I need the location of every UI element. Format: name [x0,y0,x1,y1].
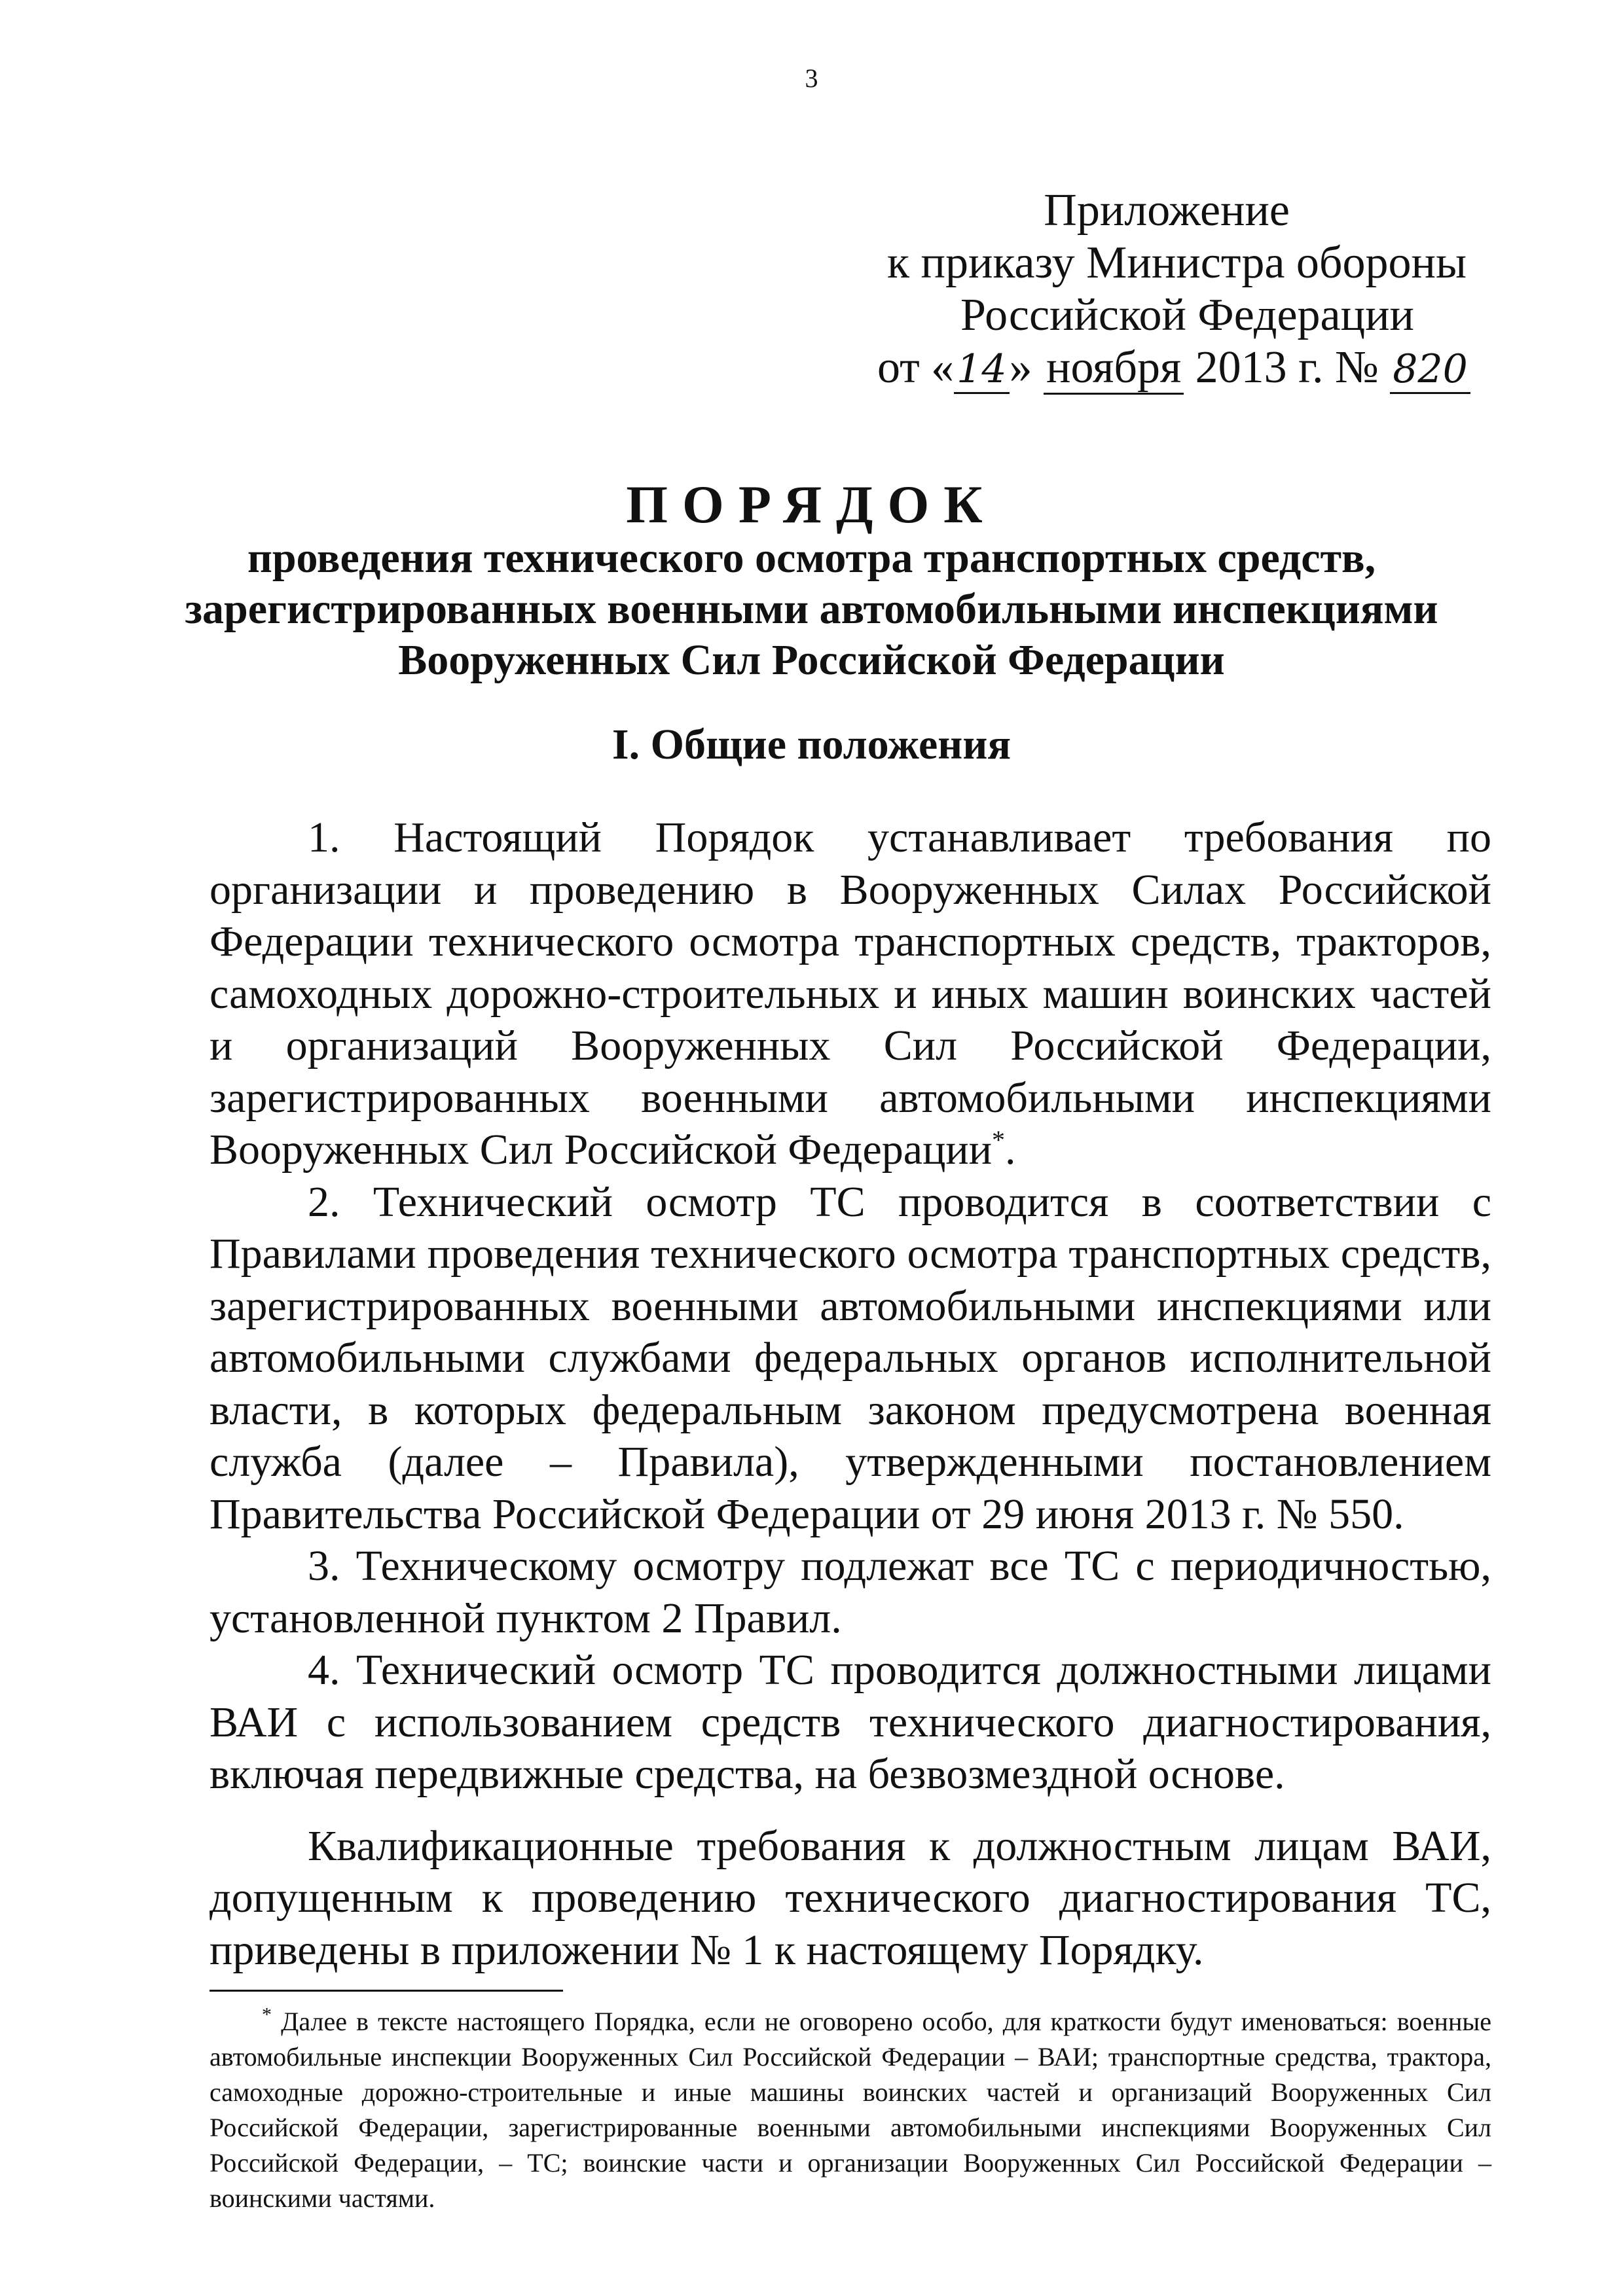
subtitle-line-2: зарегистрированных военными автомобильными инспекциями [185,585,1438,633]
footnote-text: Далее в тексте настоящего Порядка, если не оговорено особо, для краткости будут именоваться: военные автомобильные инспекции Вооруженных Сил Российской Федерации – ВАИ; транспортные средства, трактора, самоходные дорожно-строительные и иные машины воинских частей и организаций Вооруженных Сил Российской Федерации, зарегистрированные военными автомобильными инспекциями Вооруженных Сил Российской Федерации, – ТС; воинские части и организации Вооруженных Сил Российской Федерации – воинскими частями. [210,2007,1491,2213]
date-prefix: от « [877,342,955,393]
date-month: ноября [1044,342,1184,395]
footnote-marker: * [992,1125,1006,1155]
subtitle-line-3: Вооруженных Сил Российской Федерации [398,636,1225,684]
page-number: 3 [805,63,818,93]
footnote-paragraph [210,2004,1491,2216]
date-mid: » [1009,342,1044,393]
order-number-handwritten: 820 [1390,346,1470,394]
paragraph-4: 4. Технический осмотр ТС проводится должностными лицами ВАИ с использованием средств технического диагностирования, включая передвижные средства, на безвозмездной основе. [210,1646,1491,1798]
date-day-handwritten: 14 [954,346,1009,394]
appendix-date-line [877,342,1467,395]
paragraph-3: 3. Техническому осмотру подлежат все ТС с периодичностью, установленной пунктом 2 Правил. [210,1542,1491,1642]
document-body [210,812,1491,1976]
subtitle-line-1: проведения технического осмотра транспортных средств, [247,534,1376,582]
paragraph-2: 2. Технический осмотр ТС проводится в соответствии с Правилами проведения технического осмотра транспортных средств, зарегистрированных военными автомобильными инспекциями или автомобильными службами федеральных органов исполнительной власти, в которых федеральным законом предусмотрена военная служба (далее – Правила), утвержденными постановлением Правительства Российской Федерации от 29 июня 2013 г. № 550. [210,1177,1491,1538]
date-year: 2013 г. № [1184,342,1391,393]
footnote [210,2004,1491,2216]
section-heading: I. Общие положения [611,721,1012,768]
footnote-mark: * [262,2003,272,2026]
document-subtitle [0,533,1623,686]
paragraph-5: Квалификационные требования к должностным лицам ВАИ, допущенным к проведению технического диагностирования ТС, приведены в приложении № 1 к настоящему Порядку. [210,1821,1491,1974]
footnote-divider [210,1990,563,1992]
paragraph-1-text: 1. Настоящий Порядок устанавливает требования по организации и проведению в Вооруженных Силах Российской Федерации технического осмотра транспортных средств, тракторов, самоходных дорожно-строительных и иных машин воинских частей и организаций Вооруженных Сил Российской Федерации, зарегистрированных военными автомобильными инспекциями Вооруженных Сил Российской Федерации [210,814,1491,1174]
appendix-block [877,185,1467,395]
paragraph-1 [210,812,1491,1176]
document-title: ПОРЯДОК [626,475,997,534]
appendix-country: Российской Федерации [960,290,1414,340]
paragraph-1-end: . [1005,1126,1016,1174]
appendix-title: Приложение [1044,185,1290,236]
appendix-order-ref: к приказу Министра обороны [887,238,1467,288]
